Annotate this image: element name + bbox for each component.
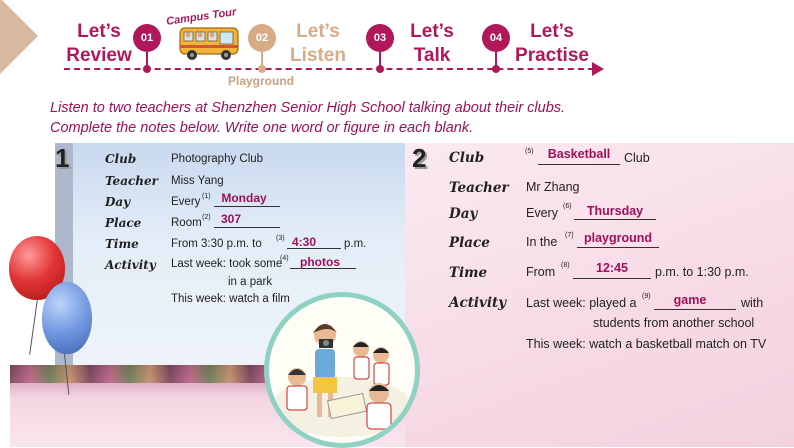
- school-bus-icon: [176, 14, 244, 66]
- current-location-label: Playground: [228, 74, 295, 88]
- card2-day-key: Day: [449, 206, 478, 222]
- card2-day-prefix: Every: [526, 206, 558, 220]
- step-practise[interactable]: [512, 20, 592, 68]
- card2-place-prefix: In the: [526, 235, 558, 249]
- card1-answer1[interactable]: Monday: [221, 191, 267, 205]
- instructions-line2: Complete the notes below. Write one word or figure in each blank.: [50, 120, 474, 136]
- card2-blank5-line[interactable]: [538, 164, 620, 165]
- card1-blank3-number: (3): [276, 235, 285, 242]
- card1-day-prefix: Every: [171, 196, 201, 208]
- students-illustration: [264, 292, 420, 448]
- step-listen[interactable]: [286, 20, 350, 68]
- card1-time-key: Time: [105, 237, 139, 251]
- step-practise-line1: Let’s: [530, 21, 574, 42]
- card1-blank2-number: (2): [202, 214, 211, 221]
- card2-answer8[interactable]: 12:45: [596, 261, 628, 275]
- students-photography-icon: [269, 297, 415, 443]
- lesson-navigation: [0, 0, 794, 100]
- card1-time-prefix: From 3:30 p.m. to: [171, 238, 262, 250]
- card1-place-prefix: Room: [171, 217, 202, 229]
- step-listen-line1: Let’s: [296, 21, 340, 42]
- card2-teacher-value: Mr Zhang: [526, 180, 580, 194]
- card2-time-key: Time: [449, 265, 488, 281]
- card1-activity-prefix: Last week: took some: [171, 258, 283, 270]
- step-listen-number[interactable]: 02: [248, 24, 276, 52]
- card2-activity-line2: students from another school: [593, 316, 755, 330]
- card2-club-key: Club: [449, 150, 485, 166]
- card1-number: 1: [55, 143, 70, 173]
- step-listen-line2: Listen: [290, 45, 346, 66]
- step-review[interactable]: [64, 20, 134, 68]
- card2-answer6[interactable]: Thursday: [586, 204, 644, 218]
- card2-club-suffix: Club: [624, 151, 650, 165]
- card1-teacher-value: Miss Yang: [171, 175, 224, 187]
- card2-blank9-number: (9): [642, 293, 651, 300]
- card1-club-key: Club: [105, 152, 137, 166]
- card2-blank7-line[interactable]: [577, 247, 659, 248]
- card1-activity-key: Activity: [105, 258, 156, 272]
- step-listen-dot: [258, 65, 266, 73]
- card1-teacher-key: Teacher: [105, 174, 158, 188]
- card2-number: 2: [412, 143, 427, 173]
- step-practise-line2: Practise: [515, 45, 589, 66]
- step-talk-line1: Let’s: [410, 21, 454, 42]
- card2-blank9-line[interactable]: [654, 309, 736, 310]
- card2-blank8-line[interactable]: [573, 278, 651, 279]
- card1-answer3[interactable]: 4:30: [291, 235, 317, 249]
- card2-answer9[interactable]: game: [673, 293, 707, 307]
- step-review-number[interactable]: 01: [133, 24, 161, 52]
- card2-blank6-line[interactable]: [574, 219, 656, 220]
- card2-activity-key: Activity: [449, 295, 507, 311]
- card1-blank4-number: (4): [280, 255, 289, 262]
- card2-activity-prefix: Last week: played a: [526, 296, 637, 310]
- card2-time-suffix: p.m. to 1:30 p.m.: [655, 265, 749, 279]
- card1-club-value: Photography Club: [171, 153, 264, 165]
- blue-balloon-icon: [42, 282, 92, 354]
- card2-time-prefix: From: [526, 265, 556, 279]
- step-review-dot: [143, 65, 151, 73]
- card2-blank8-number: (8): [561, 262, 570, 269]
- card1-activity-line2: in a park: [228, 276, 273, 288]
- card1-blank2-line[interactable]: [214, 227, 280, 228]
- step-review-line2: Review: [66, 45, 132, 66]
- card1-activity-line3: This week: watch a film: [171, 293, 290, 305]
- card2-teacher-key: Teacher: [449, 180, 509, 196]
- card2-activity-suffix: with: [741, 296, 764, 310]
- campus-tour-label: Campus Tour: [165, 6, 237, 28]
- card2-activity-line3: This week: watch a basketball match on TV: [526, 337, 767, 351]
- step-talk-dot: [376, 65, 384, 73]
- card1-time-suffix: p.m.: [344, 238, 367, 250]
- step-talk[interactable]: [402, 20, 462, 68]
- card2-blank7-number: (7): [565, 232, 574, 239]
- timeline-arrow-icon: [592, 62, 604, 76]
- card2-blank6-number: (6): [563, 203, 572, 210]
- card1-blank1-number: (1): [202, 193, 211, 200]
- step-talk-number[interactable]: 03: [366, 24, 394, 52]
- step-practise-dot: [492, 65, 500, 73]
- step-practise-number[interactable]: 04: [482, 24, 510, 52]
- step-review-line1: Let’s: [77, 21, 121, 42]
- instructions: [50, 98, 770, 138]
- card2-place-key: Place: [449, 235, 490, 251]
- card2-blank5-number: (5): [525, 148, 534, 155]
- card1-blank1-line[interactable]: [214, 206, 280, 207]
- card1-answer2[interactable]: 307: [220, 212, 242, 226]
- instructions-line1: Listen to two teachers at Shenzhen Senior High School talking about their clubs.: [50, 100, 566, 116]
- card1-day-key: Day: [105, 195, 131, 209]
- step-talk-line2: Talk: [413, 45, 451, 66]
- card2-answer7[interactable]: playground: [583, 231, 653, 245]
- card2-answer5[interactable]: Basketball: [547, 147, 611, 161]
- card1-place-key: Place: [105, 216, 142, 230]
- card1-answer4[interactable]: photos: [300, 255, 340, 269]
